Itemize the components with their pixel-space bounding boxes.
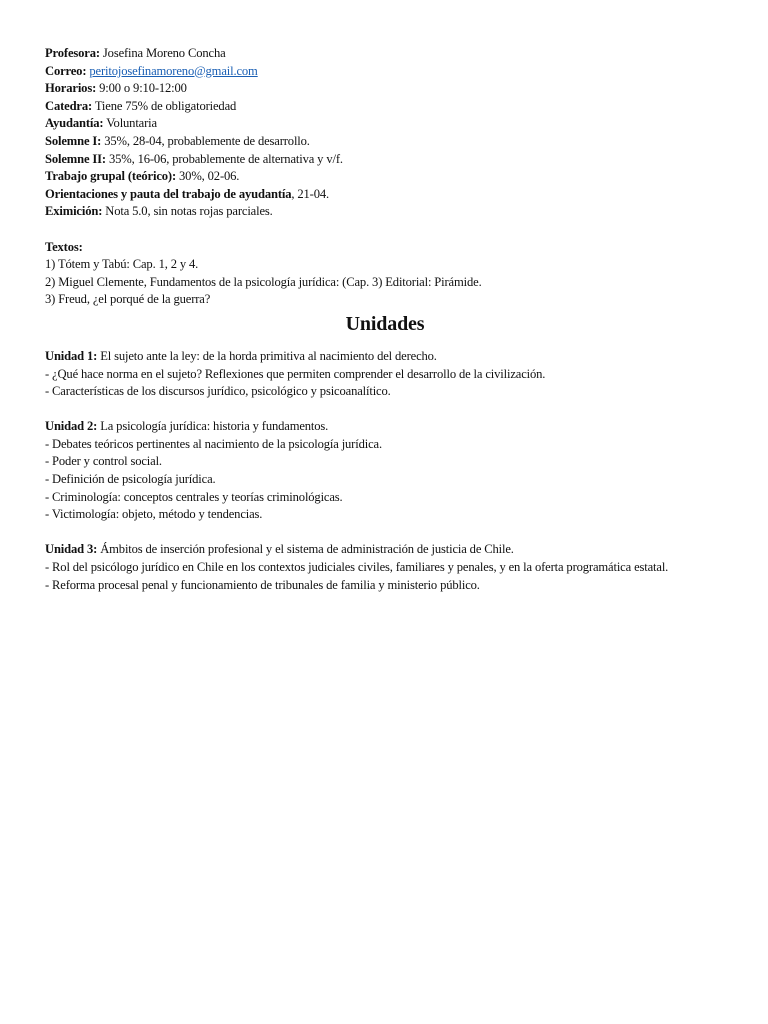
profesora-value: Josefina Moreno Concha [99, 46, 226, 60]
unidad2-item: - Debates teóricos pertinentes al nacimiento de la psicología jurídica. [45, 436, 382, 451]
unidad2-title-line [45, 418, 725, 436]
ayudantia-label: Ayudantía: [45, 116, 104, 131]
correo-line [45, 63, 725, 81]
orientaciones-label: Orientaciones y pauta del trabajo de ayudantía [45, 186, 292, 201]
horarios-line [45, 80, 725, 98]
horarios-value: 9:00 o 9:10-12:00 [96, 81, 187, 96]
correo-label: Correo: [45, 63, 87, 78]
ayudantia-value: Voluntaria [103, 116, 157, 131]
unidad2-label: Unidad 2: [45, 419, 98, 434]
textos-heading: Textos: [45, 239, 83, 254]
unidad1-label: Unidad 1: [45, 348, 98, 363]
solemne2-line [45, 151, 725, 169]
horarios-label: Horarios: [45, 81, 97, 96]
unidad3-title-line [45, 541, 725, 559]
unidad3-item: - Reforma procesal penal y funcionamiento de tribunales de familia y ministerio público. [45, 577, 480, 592]
unidad3-title: Ámbitos de inserción profesional y el sistema de administración de justicia de Chile. [97, 542, 514, 557]
unidad2-item: - Definición de psicología jurídica. [45, 472, 216, 487]
spacer [45, 524, 725, 542]
catedra-label: Catedra: [45, 98, 93, 113]
texto-item: 2) Miguel Clemente, Fundamentos de la psicología jurídica: (Cap. 3) Editorial: Pirámide. [45, 274, 482, 289]
solemne2-label: Solemne II: [45, 151, 106, 166]
unidades-heading: Unidades [345, 312, 425, 335]
unidad2-item: - Criminología: conceptos centrales y teorías criminológicas. [45, 489, 343, 504]
trabajo-line [45, 168, 725, 186]
eximicion-value: Nota 5.0, sin notas rojas parciales. [102, 204, 273, 219]
unidad1-title: El sujeto ante la ley: de la horda primitiva al nacimiento del derecho. [97, 348, 437, 363]
solemne1-value: 35%, 28-04, probablemente de desarrollo. [101, 133, 310, 148]
unidad2-item: - Victimología: objeto, método y tendencias. [45, 507, 263, 522]
solemne2-value: 35%, 16-06, probablemente de alternativa y v/f. [105, 151, 343, 166]
texto-item: 1) Tótem y Tabú: Cap. 1, 2 y 4. [45, 257, 199, 272]
solemne1-line [45, 133, 725, 151]
unidad1-item: - Características de los discursos jurídico, psicológico y psicoanalítico. [45, 384, 391, 399]
document-page [45, 45, 725, 594]
email-link[interactable]: peritojosefinamoreno@gmail.com [89, 63, 258, 78]
spacer [45, 221, 725, 239]
eximicion-line [45, 203, 725, 221]
unidad3-item: - Rol del psicólogo jurídico en Chile en los contextos judiciales civiles, familiares y penales, y en la oferta programática estatal. [45, 560, 669, 575]
unidad3-label: Unidad 3: [45, 542, 98, 557]
trabajo-value: 30%, 02-06. [176, 169, 240, 184]
unidad2-title: La psicología jurídica: historia y fundamentos. [97, 419, 329, 434]
unidad2-item: - Poder y control social. [45, 454, 162, 469]
trabajo-label: Trabajo grupal (teórico): [45, 169, 177, 184]
unidad1-item: - ¿Qué hace norma en el sujeto? Reflexiones que permiten comprender el desarrollo de la civilización. [45, 366, 546, 381]
profesora-line [45, 45, 725, 63]
spacer [45, 401, 725, 419]
orientaciones-line [45, 186, 725, 204]
catedra-line [45, 98, 725, 116]
ayudantia-line [45, 115, 725, 133]
unidad1-title-line [45, 348, 725, 366]
texto-item: 3) Freud, ¿el porqué de la guerra? [45, 292, 211, 307]
catedra-value: Tiene 75% de obligatoriedad [92, 98, 237, 113]
solemne1-label: Solemne I: [45, 133, 102, 148]
profesora-label: Profesora: [45, 46, 100, 60]
orientaciones-value: , 21-04. [291, 186, 330, 201]
eximicion-label: Eximición: [45, 204, 103, 219]
